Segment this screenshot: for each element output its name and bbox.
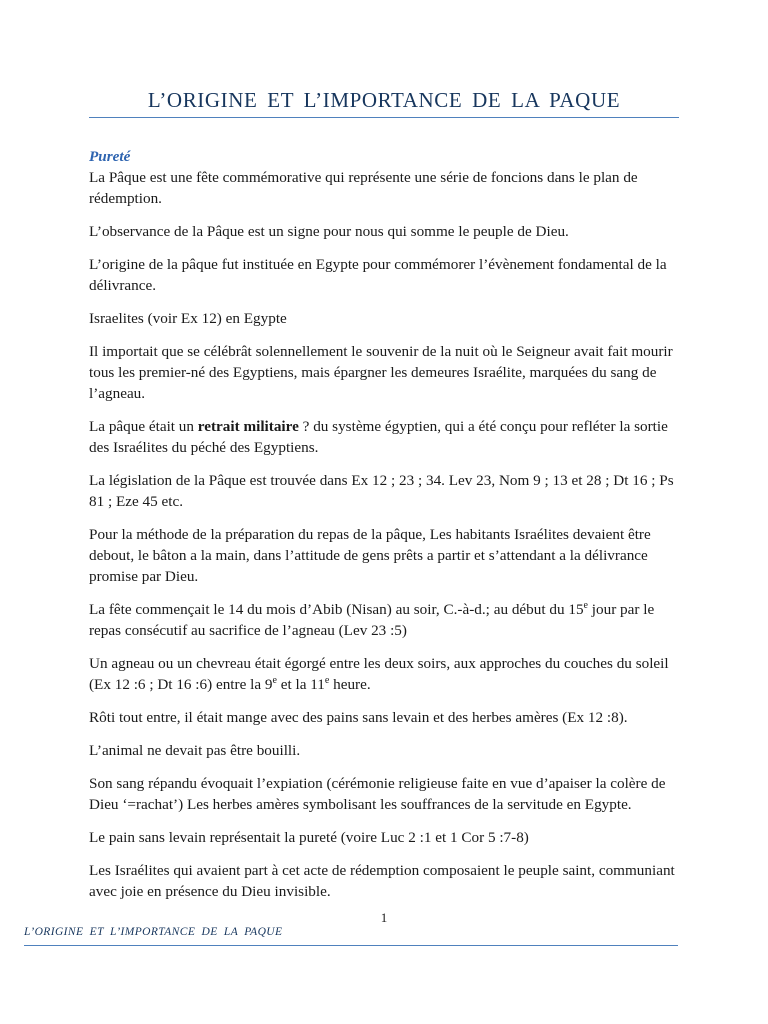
title-divider <box>89 117 679 118</box>
paragraph-6-text-b: ? du système égyptien, qui a été conçu pour refléter la sortie des Israélites du péché des Egyptiens. <box>89 418 668 456</box>
paragraph-10-superscript-2: e <box>324 674 330 686</box>
paragraph-13: Son sang répandu évoquait l’expiation (cérémonie religieuse faite en vue d’apaiser la colère de Dieu ‘=rachat’) Les herbes amères symbolisant les souffrances de la servitude en Egypte. <box>89 775 666 813</box>
paragraph-9 <box>89 599 685 641</box>
paragraph-1: La Pâque est une fête commémorative qui représente une série de foncions dans le plan de rédemption. <box>89 169 638 207</box>
paragraph-9-superscript: e <box>583 599 588 611</box>
paragraph-5: Il importait que se célébrât solennellement le souvenir de la nuit où le Seigneur avait fait mourir tous les premier-né des Egyptiens, mais épargner les demeures Israélite, marquées du sang de l’agneau. <box>89 343 673 402</box>
paragraph-12: L’animal ne devait pas être bouilli. <box>89 742 301 759</box>
paragraph-10-text-b: et la 11 <box>276 676 325 693</box>
paragraph-6-text-a: La pâque était un <box>89 418 198 435</box>
paragraph-9-text-a: La fête commençait le 14 du mois d’Abib (Nisan) au soir, C.-à-d.; au début du 15 <box>89 601 584 618</box>
page-number: 1 <box>380 910 388 925</box>
paragraph-3: L’origine de la pâque fut instituée en Egypte pour commémorer l’évènement fondamental de la délivrance. <box>89 256 667 294</box>
paragraph-2: L’observance de la Pâque est un signe pour nous qui somme le peuple de Dieu. <box>89 223 569 240</box>
paragraph-9-text-b: jour par le repas consécutif au sacrifice de l’agneau (Lev 23 :5) <box>89 601 655 639</box>
paragraph-10-text-c: heure. <box>329 676 371 693</box>
paragraph-8: Pour la méthode de la préparation du repas de la pâque, Les habitants Israélites devaient être debout, le bâton a la main, dans l’attitude de gens prêts a partir et s’attendant a la délivrance promise par Dieu. <box>89 526 651 585</box>
paragraph-6 <box>89 416 685 458</box>
paragraph-15: Les Israélites qui avaient part à cet acte de rédemption composaient le peuple saint, communiant avec joie en présence du Dieu invisible. <box>89 862 675 900</box>
paragraph-10 <box>89 653 685 695</box>
paragraph-10-text-a: Un agneau ou un chevreau était égorgé entre les deux soirs, aux approches du couches du soleil (Ex 12 :6 ; Dt 16 :6) entre la 9 <box>89 655 669 693</box>
paragraph-6-bold: retrait militaire <box>197 418 299 435</box>
paragraph-10-superscript-1: e <box>272 674 277 686</box>
section-heading: Pureté <box>89 148 131 165</box>
paragraph-14: Le pain sans levain représentait la pureté (voire Luc 2 :1 et 1 Cor 5 :7-8) <box>89 829 529 846</box>
footer-divider <box>24 945 678 946</box>
page-title: L’ORIGINE ET L’IMPORTANCE DE LA PAQUE <box>147 88 621 112</box>
paragraph-7: La législation de la Pâque est trouvée dans Ex 12 ; 23 ; 34. Lev 23, Nom 9 ; 13 et 28 ; Dt 16 ; Ps 81 ; Eze 45 etc. <box>89 472 674 510</box>
footer-running-title: L’ORIGINE ET L’IMPORTANCE DE LA PAQUE <box>24 926 283 938</box>
document-body <box>89 146 685 914</box>
paragraph-4: Israelites (voir Ex 12) en Egypte <box>89 310 287 327</box>
paragraph-11: Rôti tout entre, il était mange avec des pains sans levain et des herbes amères (Ex 12 :8). <box>89 709 628 726</box>
